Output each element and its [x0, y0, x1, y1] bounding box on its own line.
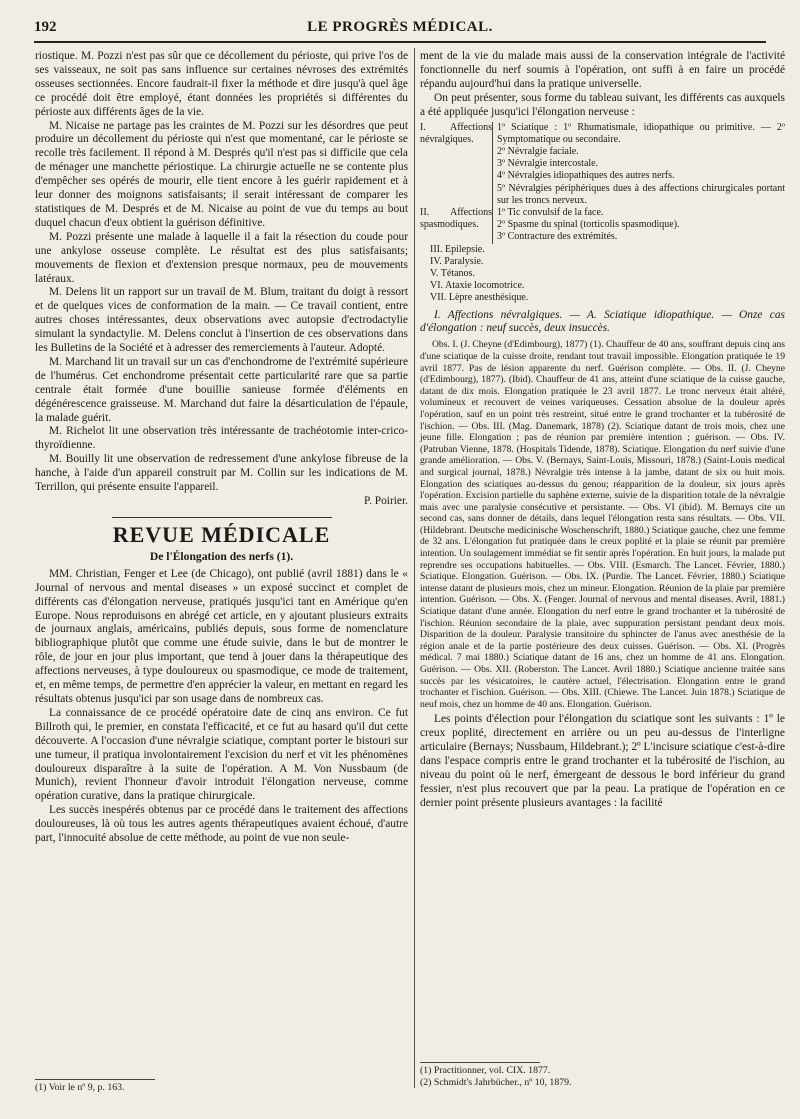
list-item: V. Tétanos. [430, 267, 475, 279]
observations-block [420, 339, 785, 710]
paragraph: M. Pozzi présente une malade à laquelle il a fait la résection du coude pour une ankylose osseuse complète. Le résultat est des plus satisfaisants; mouvements de flexion et d'extension presque normaux, peu de mouvements latéraux. [35, 230, 408, 285]
group-label: I. Affections névralgiques. [420, 121, 492, 145]
list-item: 1º Tic convulsif de la face. [497, 206, 604, 218]
classification-table [420, 122, 785, 305]
list-item: 5º Névralgies périphériques dues à des affections chirurgicales portant sur les troncs nerveux. [497, 182, 785, 206]
paragraph: ment de la vie du malade mais aussi de la conservation intégrale de l'activité fonctionnelle du nerf soumis à l'opération, ont suffi à en faire un procédé répandu aujourd'hui dans la pratique universelle. [420, 50, 785, 90]
article-title: De l'Élongation des nerfs (1). [149, 549, 294, 563]
right-column [420, 50, 785, 811]
right-footnotes [420, 1056, 785, 1089]
paragraph: Les succès inespérés obtenus par ce procédé dans le traitement des affections douloureuses, là où tous les autres agents thérapeutiques avaient échoué, d'autre part, l'innocuité absolue de cette méthode, au point de vue non seule- [35, 804, 408, 845]
list-item: VII. Lèpre anesthésique. [430, 292, 529, 304]
list-item: IV. Paralysie. [430, 255, 484, 267]
list-item: 2º Névralgie faciale. [497, 145, 579, 157]
column-divider [414, 48, 415, 1088]
paragraph: riostique. M. Pozzi n'est pas sûr que ce décollement du périoste, qui prive l'os de ses vaisseaux, ne soit pas sans influence sur certaines névroses des extrémités osseuses sectionnées. Encore faudrait-il fixer la méthode et dire jusqu'à quel âge ce procédé doit être employé, étant données les propriétés si différentes du périoste aux différents âges de la vie. [35, 50, 408, 118]
table-group [420, 207, 785, 244]
group-items [492, 207, 785, 244]
paragraph: M. Nicaise ne partage pas les craintes de M. Pozzi sur les désordres que peut produire un décollement du périoste qui n'est que momentané, car le périoste se recolle très facilement. Il répond à M. Després qu'il n'est pas si difficile que cela de ménager une manchette périostique. La chirurgie actuelle ne se contente plus d'empêcher ses opérés de mourir, elle tient encore à les guérir rapidement et à leur donner des moignons satisfaisants; il serait intéressant de comparer les statistiques de M. Després et de M. Nicaise au point de vue du temps au bout duquel chacun d'eux obtient la guérison définitive. [35, 119, 408, 229]
list-item: VI. Ataxie locomotrice. [430, 280, 525, 292]
page-number: 192 [34, 19, 57, 35]
paragraph: MM. Christian, Fenger et Lee (de Chicago), ont publié (avril 1881) dans le « Journal of nervous and mental diseases » un exposé succinct et complet de différents cas d'élongation nerveuse, pratiqués jusqu'ici tant en Amérique qu'en Europe. Nous reproduisons en abrégé cet article, en y ajoutant plusieurs extraits de journaux anglais, américains, publiés depuis, sous forme de nomenclature bibliographique plutôt que comme une étude suivie, dans le but de montrer le rôle, de jour en jour plus important, que tend à jouer dans la thérapeutique des affections nerveuses, à type douloureux ou spasmodique, ce mode de traitement, et, en même temps, de permettre d'en apprécier la valeur, en mettant en regard les résultats obtenus jusqu'ici par son usage dans de nombreux cas. [35, 567, 408, 705]
paragraph: M. Bouilly lit une observation de redressement d'une ankylose fibreuse de la hanche, à l'aide d'un appareil construit par M. Collin sur les indications de M. Terrillon, qui présente ensuite l'appareil. [35, 453, 408, 494]
section-title: REVUE MÉDICALE [112, 517, 332, 548]
header-rule [34, 41, 766, 43]
footnote-rule [420, 1062, 540, 1063]
paragraph: M. Richelot lit une observation très intéressante de trachéotomie inter-crico-thyroïdienne. [35, 425, 408, 452]
journal-title: LE PROGRÈS MÉDICAL. [307, 19, 493, 35]
group-items [492, 122, 785, 207]
list-item: III. Epilepsie. [430, 243, 485, 255]
paragraph: On peut présenter, sous forme du tableau suivant, les différents cas auxquels a été appliquée jusqu'ici l'élongation nerveuse : [420, 91, 785, 118]
left-footnotes [35, 1073, 408, 1094]
list-item: 3º Névralgie intercostale. [497, 158, 599, 170]
observations: Obs. I. (J. Cheyne (d'Edimbourg), 1877) (1). Chauffeur de 40 ans, souffrant depuis cinq ans d'une sciatique de la cuisse droite, rendant tout travail impossible. Elongation pratiquée le 19 avril 1877. Pas de lésion apparente du nerf. Guérison complète. — Obs. II. (J. Cheyne (d'Edimbourg), 1877). (Ibid). Chauffeur de 41 ans, atteint d'une sciatique de la cuisse gauche, datant de dix mois. Elongation pratiquée le 23 avril 1877. Le tronc nerveux était altéré, volumineux et recouvert de veines variqueuses. Cessation absolue de la douleur après l'opération, sauf en un point très restreint, situé entre le grand trochanter et la tubérosité de l'ischion. — Obs. III. (Mag. Danemark, 1878) (2). Sciatique datant de trois mois, chez une jeune fille. Elongation ; pas de réunion par première intention ; guérison. — Obs. IV. (Patruban Vienne, 1878. (Hospitals Tidende, 1878). Sciatique. Elongation du nerf suivie d'une grande amélioration. — Obs. V. (Bernays, Saint-Louis, Missouri, 1878.) (Saint-Louis medical and surgical journal, 1878.) Névralgie très intense à la jambe, datant de six ou huit mois. Elongation des sciatiques au-dessus du genou; réapparition de la douleur, six jours après l'opération. Excision partielle du saphène externe, suivie de la disparition totale de la névralgie mais avec une paralysie consécutive et persistante. — Obs. VI (ibid). M. Bernays cite un second cas, sans donner de détails, dans lequel l'élongation resta sans résultats. — Obs. VII. (Hildebrant. Deutsche medicinische Woschenschrift, 1880.) Sciatique gauche, chez une femme de 32 ans. L'élongation fut pratiquée dans le creux poplité et la plaie se réunit par première intention. Un soulagement immédiat se fit sentir après l'opération. En huit jours, la malade put reprendre ses occupations habituelles. — Obs. VIII. (Esmarch. The Lancet. Février, 1880.) Sciatique. Elongation. Guérison. — Obs. IX. (Purdie. The Lancet. Février, 1880.) Sciatique intense datant de plusieurs mois, chez un mineur. Elongation. Réunion de la plaie par première intention. Guérison. — Obs. X. (Fenger. Journal of nervous and mental diseases. Avril, 1881.) Sciatique datant d'une année. Elongation du nerf entre le grand trochanter et la tubérosité de l'ischion. Réunion secondaire de la plaie, avec suppuration persistant pendant deux mois. Disparition de la douleur. Paralysie transitoire du sphincter de l'anus avec anesthésie de la région anale et de la partie postérieure des deux cuisses. Guérison. — Obs. XI. (Progrès médical. 7 mai 1880.) Sciatique datant de 16 ans, chez un homme de 41 ans. Elongation. Guérison. — Obs. XII. (Roberston. The Lancet. Avril 1880.) Sciatique ancienne traitée sans succès par les vésicatoires, le cautère actuel, l'électrisation. Elongation entre le grand trochanter et l'ischion. Guérison. — Obs. XIII. (Chiewe. The Lancet. Juin 1878.) Sciatique de neuf mois, chez un homme de 40 ans. Elongation. Guérison. [420, 339, 785, 710]
paragraph: La connaissance de ce procédé opératoire date de cinq ans environ. Ce fut Billroth qui, le premier, en constata l'efficacité, et ce fut au hasard qu'il dut cette découverte. A l'occasion d'une névralgie sciatique, comptant porter le bistouri sur une tumeur, il pratiqua involontairement l'excision du nerf et vit les phénomènes douloureux disparaître à la suite de l'opération. A M. Von Nussbaum (de Munich), revient l'honneur d'avoir introduit l'élongation nerveuse, comme opération curative, dans la pratique chirurgicale. [35, 706, 408, 803]
paragraph: M. Delens lit un rapport sur un travail de M. Blum, traitant du doigt à ressort et de quelques vices de conformation de la main. — Ce travail contient, entre autres choses intéressantes, deux observations avec autopsie d'ectrodactylie simulant la syndactylie. M. Delens conclut à l'insertion de ces observations dans les Bulletins de la Société et à adresser des remerciements à l'auteur. Adopté. [35, 286, 408, 355]
left-column [35, 50, 408, 846]
list-item: 1º Sciatique : 1º Rhumatismale, idiopathique ou primitive. — 2º Symptomatique ou secondaire. [497, 121, 785, 145]
page-header [34, 19, 766, 39]
footnote-rule [35, 1079, 155, 1080]
group-label: II. Affections spasmodiques. [420, 206, 492, 231]
list-item: 4º Névralgies idiopathiques des autres nerfs. [497, 170, 675, 182]
footnote: (1) Practitionner, vol. CIX. 1877. [420, 1065, 551, 1076]
list-item: 2º Spasme du spinal (torticolis spasmodique). [497, 219, 680, 231]
section-heading: I. Affections névralgiques. — A. Sciatique idiopathique. — Onze cas d'élongation : neuf succès, deux insuccès. [420, 308, 785, 335]
author-signature: P. Poirier. [364, 495, 408, 507]
footnote: (1) Voir le nº 9, p. 163. [35, 1082, 125, 1093]
paragraph: Les points d'élection pour l'élongation du sciatique sont les suivants : 1º le creux poplité, directement en arrière ou un peu au-dessus de l'interligne articulaire (Bernays; Nussbaum, Hildebrant.); 2º L'incisure sciatique c'est-à-dire dans l'espace compris entre le grand trochanter et la tubérosité de l'ischion, au niveau du point où le nerf, émergeant de dessous le bord inférieur du grand fessier, n'est plus recouvert que par la peau. La pratique de l'opération en ce dernier point présente plusieurs avantages : la facilité [420, 713, 785, 809]
footnote: (2) Schmidt's Jahrbücher., nº 10, 1879. [420, 1077, 572, 1088]
list-item: 3º Contracture des extrémités. [497, 231, 618, 243]
table-group [420, 122, 785, 207]
paragraph: M. Marchand lit un travail sur un cas d'enchondrome de l'extrémité supérieure de l'humérus. Cet enchondrome présentait cette particularité rare que sa partie centrale était formée d'une bouillie sanieuse formée d'éléments en dégénérescence graisseuse. M. Marchand dut faire la désarticulation de l'épaule, la malade guérit. [35, 355, 408, 424]
